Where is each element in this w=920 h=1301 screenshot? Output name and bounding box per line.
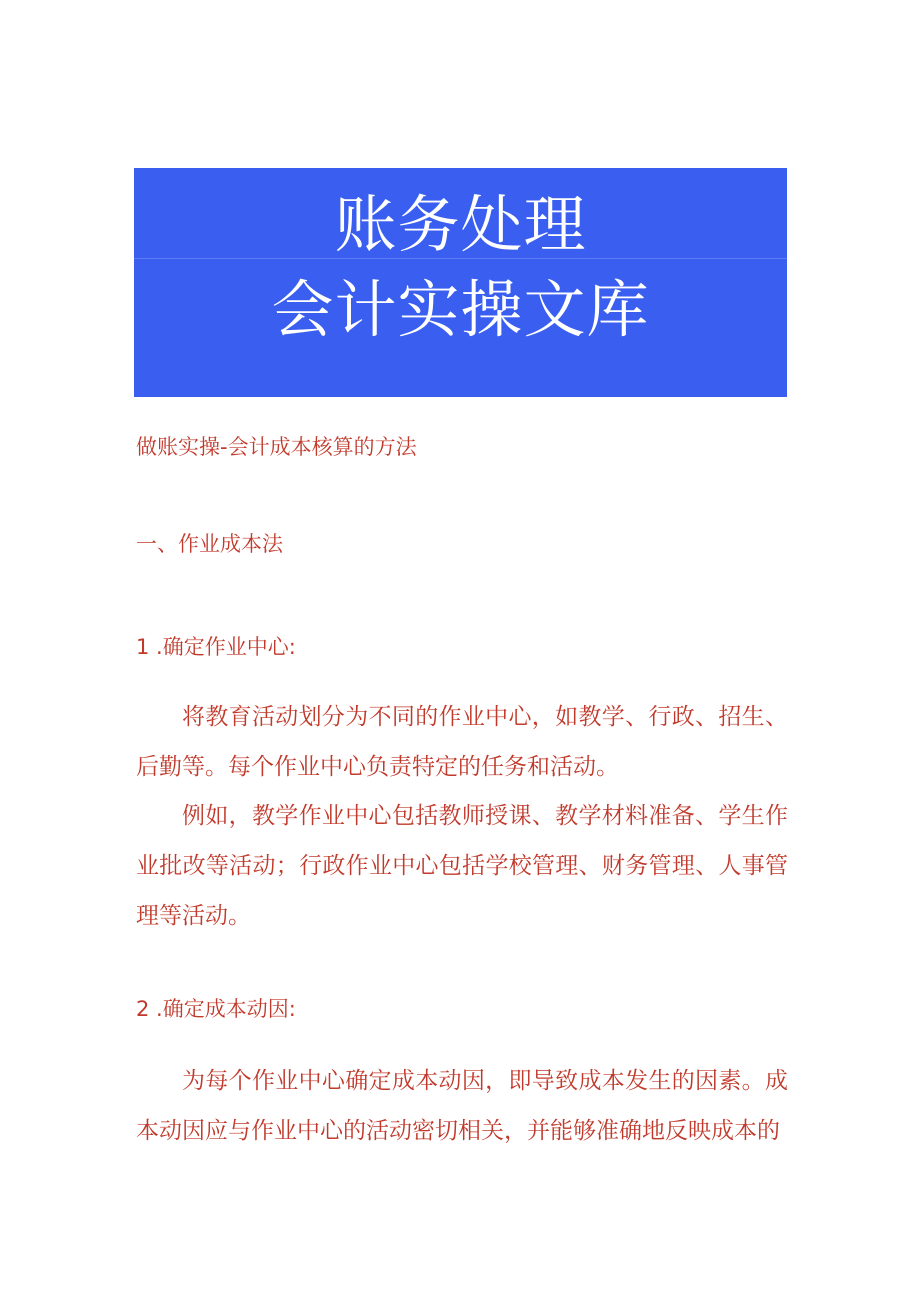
banner-divider	[134, 258, 787, 259]
subheading-1: 1 .确定作业中心:	[136, 635, 296, 659]
section-heading: 一、作业成本法	[136, 532, 283, 556]
banner-title-line-2: 会计实操文库	[271, 273, 650, 346]
banner-title-line-1: 账务处理	[334, 188, 587, 261]
subheading-2: 2 .确定成本动因:	[136, 997, 296, 1021]
title-banner	[134, 168, 787, 397]
paragraph-1: 将教育活动划分为不同的作业中心，如教学、行政、招生、后勤等。每个作业中心负责特定的任务和活动。	[136, 704, 788, 780]
paragraph-3: 为每个作业中心确定成本动因，即导致成本发生的因素。成本动因应与作业中心的活动密切相关，并能够准确地反映成本的	[136, 1068, 788, 1144]
paragraph-2: 例如，教学作业中心包括教师授课、教学材料准备、学生作业批改等活动；行政作业中心包括学校管理、财务管理、人事管理等活动。	[136, 803, 788, 929]
document-title: 做账实操-会计成本核算的方法	[136, 435, 417, 459]
